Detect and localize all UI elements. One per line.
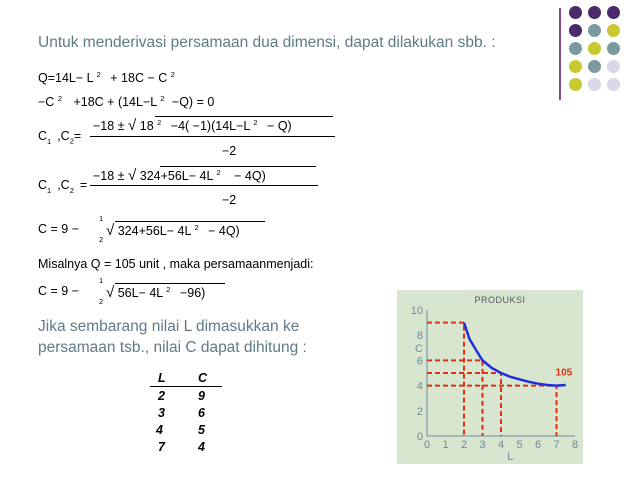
decor-dot [607, 60, 620, 73]
eq7-end: −96) [179, 286, 206, 300]
eq5-end: − 4Q) [208, 224, 240, 238]
x-tick-label: 2 [460, 439, 468, 451]
y-tick-label: 2 [416, 405, 423, 418]
eq6-text: Misalnya Q = 105 unit , maka persamaanmenjadi: [38, 257, 314, 271]
table-row [150, 404, 222, 421]
eq3-num-d: − Q) [267, 119, 292, 133]
eq4-fraction-line [90, 185, 318, 186]
chart-svg [397, 290, 583, 464]
decor-dots [569, 6, 635, 106]
eq2-b: +18C + (14L−L [73, 95, 157, 110]
eq1-mid: + 18C − C [110, 71, 168, 86]
table-row [150, 421, 222, 438]
decor-dot [607, 42, 620, 55]
eq4-denominator: −2 [222, 193, 237, 207]
eq5-radicand [106, 222, 240, 239]
x-tick-label: 7 [553, 439, 560, 451]
decor-dot [569, 60, 582, 73]
eq3-lhs-c: C [38, 129, 48, 143]
decor-dot [607, 78, 620, 91]
marker-guide [427, 323, 464, 436]
eq4-num-sup: 2 [216, 167, 221, 177]
table-header-row [150, 369, 222, 387]
table-cell-c: 5 [198, 422, 205, 437]
eq4-numerator [93, 167, 266, 184]
decor-line [559, 8, 561, 100]
eq3-lhs-sub: 1 [47, 136, 52, 146]
table-cell-l: 4 [156, 422, 163, 437]
explanation-line-1: Jika sembarang nilai L dimasukkan ke [38, 318, 300, 335]
eq4-lhs [38, 178, 87, 195]
marker-guide [427, 360, 483, 436]
eq3-num-c: −4( −1)(14L−L [170, 119, 250, 133]
sqrt-sign: √ [106, 284, 115, 301]
decor-dot [569, 78, 582, 91]
explanation-line-2: persamaan tsb., nilai C dapat dihitung : [38, 339, 307, 356]
eq4-lhs-sub: 1 [47, 185, 52, 195]
eq3-equals: = [73, 129, 82, 143]
production-chart [397, 290, 583, 464]
eq4-radical-bar [160, 166, 316, 167]
eq4-equals: = [79, 178, 88, 192]
chart-title: PRODUKSI [474, 295, 526, 305]
table-row [150, 387, 222, 405]
eq4-num-a: −18 ± [93, 169, 125, 183]
x-tick-label: 4 [497, 439, 505, 451]
sqrt-sign: √ [106, 222, 115, 239]
decor-dot [588, 60, 601, 73]
y-tick-label: 0 [416, 431, 423, 443]
y-tick-label: 6 [416, 355, 423, 368]
eq1-sup2: 2 [170, 70, 175, 79]
table-cell-c: 6 [198, 405, 205, 420]
x-tick-label: 0 [423, 439, 431, 451]
eq5-sup: 2 [194, 222, 199, 232]
eq5-frac-num: 1 [99, 214, 104, 223]
x-tick-label: 8 [571, 439, 579, 451]
x-axis-label: L [507, 451, 514, 463]
eq3-num-sup2: 2 [253, 117, 258, 127]
eq5-frac-den: 2 [99, 235, 104, 244]
table-cell-l: 7 [158, 439, 165, 454]
eq7-sup: 2 [166, 284, 171, 294]
eq5-radical-bar [115, 221, 265, 222]
series-label: 105 [555, 367, 573, 379]
eq3-num-b: 18 [139, 119, 154, 133]
eq3-lhs-c2: ,C [57, 129, 70, 143]
equation-2 [38, 94, 214, 109]
sqrt-sign: √ [128, 167, 137, 184]
eq7-rad: 56L− 4L [117, 286, 163, 300]
eq3-num-a: −18 ± [93, 119, 125, 133]
y-tick-label: 4 [416, 380, 423, 393]
equation-1 [38, 70, 175, 85]
eq7-frac-den: 2 [99, 297, 104, 306]
decor-dot [588, 78, 601, 91]
table-header-c: C [198, 370, 208, 385]
eq7-radical-bar [115, 283, 225, 284]
table-row [150, 438, 222, 455]
eq4-num-b: 324+56L− 4L [139, 169, 213, 183]
decor-dot [607, 6, 620, 19]
eq5-rad: 324+56L− 4L [117, 224, 191, 238]
decor-dot [569, 42, 582, 55]
x-tick-label: 5 [516, 439, 523, 451]
decor-dot [588, 6, 601, 19]
page-title: Untuk menderivasi persamaan dua dimensi, dapat dilakukan sbb. : [38, 34, 496, 51]
decor-dot [607, 24, 620, 37]
x-tick-label: 3 [479, 439, 486, 451]
y-tick-label: 10 [410, 305, 423, 317]
eq2-sup2: 2 [160, 94, 165, 103]
eq4-num-c: − 4Q) [234, 169, 266, 183]
eq3-radical-bar [155, 116, 333, 117]
eq4-lhs-c: C [38, 178, 48, 192]
eq2-c: −Q) = 0 [171, 95, 215, 110]
sqrt-sign: √ [128, 117, 137, 134]
eq7-radicand [106, 284, 205, 301]
isoquant-curve [464, 323, 566, 386]
eq3-lhs-sub2: 2 [69, 136, 74, 146]
eq4-lhs-sub2: 2 [69, 185, 74, 195]
decor-dot [569, 6, 582, 19]
table-cell-c: 4 [198, 439, 205, 454]
table-cell-l: 2 [158, 388, 165, 403]
eq3-denominator: −2 [222, 144, 237, 158]
y-tick-label: 8 [416, 330, 423, 343]
eq3-num-sup: 2 [157, 117, 162, 127]
x-tick-label: 6 [534, 439, 542, 451]
marker-guide [427, 386, 557, 436]
decor-dot [588, 42, 601, 55]
table-cell-l: 3 [158, 405, 165, 420]
eq4-lhs-c2: ,C [57, 178, 70, 192]
eq1-sup: 2 [96, 70, 101, 79]
eq2-sup: 2 [57, 94, 62, 103]
eq3-numerator [93, 117, 292, 134]
decor-dot [569, 24, 582, 37]
table-cell-c: 9 [198, 388, 205, 403]
x-tick-label: 1 [442, 439, 449, 451]
eq3-fraction-line [90, 136, 335, 137]
table-header-l: L [158, 370, 166, 385]
y-axis-label: C [415, 342, 423, 355]
eq2-a: −C [38, 95, 55, 110]
eq7-frac-num: 1 [99, 276, 104, 285]
eq3-lhs [38, 129, 81, 146]
eq5-lhs: C = 9 − [38, 222, 79, 236]
eq7-lhs: C = 9 − [38, 284, 79, 298]
eq1-part: Q=14L− L [38, 71, 94, 86]
decor-dot [588, 24, 601, 37]
lc-table [150, 369, 222, 455]
explanation-text [38, 316, 307, 358]
